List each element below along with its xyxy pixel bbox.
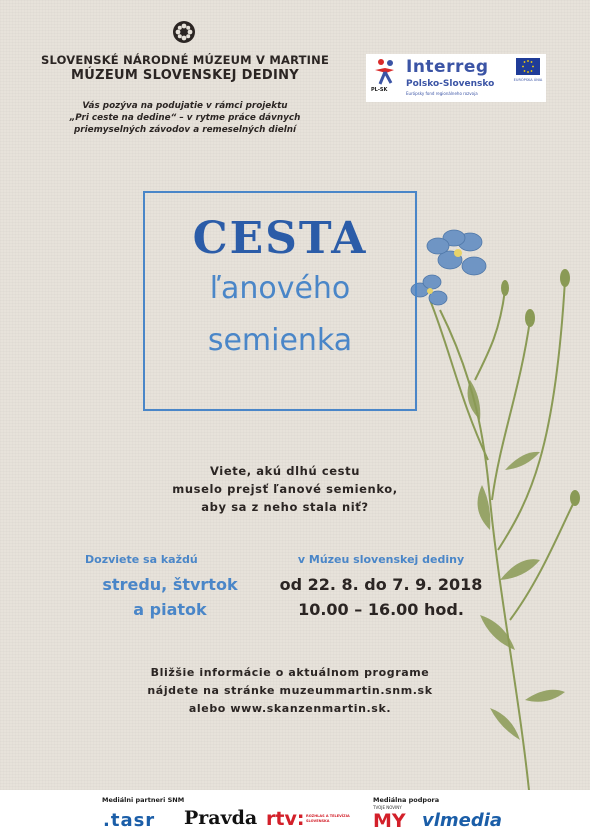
rtvs-subtitle: ROZHLAS A TELEVÍZIA SLOVENSKA bbox=[306, 814, 350, 823]
eu-flag-icon bbox=[516, 58, 540, 75]
footer-partners bbox=[0, 790, 590, 835]
info-line: alebo www.skanzenmartin.sk. bbox=[188, 702, 392, 715]
event-title: CESTA bbox=[192, 213, 368, 264]
my-logo: MY bbox=[373, 810, 406, 832]
question-line: muselo prejsť ľanové semienko, bbox=[172, 482, 398, 496]
venue: v Múzeu slovenskej dediny bbox=[297, 553, 465, 566]
info-line: Bližšie informácie o aktuálnom programe bbox=[150, 666, 430, 679]
event-subtitle-line2: semienka bbox=[207, 323, 353, 358]
eu-label: EURÓPSKA ÚNIA bbox=[513, 78, 543, 82]
rtvs-logo: rtv: bbox=[266, 808, 305, 830]
invitation-line: priemyselných závodov a remeselných dielní bbox=[73, 125, 296, 135]
event-hours: 10.00 – 16.00 hod. bbox=[298, 600, 464, 619]
days-line1: stredu, štvrtok bbox=[102, 575, 238, 594]
invitation-line: „Pri ceste na dedine“ – v rytme práce dávnych bbox=[69, 113, 301, 123]
plsk-figure-icon bbox=[372, 58, 398, 86]
title-frame bbox=[143, 191, 417, 411]
media-support-label: Mediálna podpora bbox=[373, 796, 440, 804]
learn-label: Dozviete sa každú bbox=[85, 553, 198, 566]
media-partners-label: Mediálni partneri SNM bbox=[102, 796, 185, 804]
my-subtitle: TVOJE NOVINY bbox=[373, 805, 402, 810]
museum-name: SLOVENSKÉ NÁRODNÉ MÚZEUM V MARTINE bbox=[40, 53, 330, 67]
museum-subname: MÚZEUM SLOVENSKEJ DEDINY bbox=[71, 68, 299, 83]
days-line2: a piatok bbox=[133, 600, 207, 619]
interreg-tagline: Európsky fond regionálneho rozvoja bbox=[406, 91, 478, 96]
event-dates: od 22. 8. do 7. 9. 2018 bbox=[279, 575, 483, 594]
museum-emblem-icon bbox=[172, 20, 196, 44]
question-line: Viete, akú dlhú cestu bbox=[209, 464, 360, 478]
vlmedia-logo: vlmedia bbox=[422, 810, 503, 831]
event-subtitle-line1: ľanového bbox=[209, 271, 351, 306]
invitation-line: Vás pozýva na podujatie v rámci projektu bbox=[82, 101, 288, 111]
question-line: aby sa z neho stala niť? bbox=[201, 500, 369, 514]
plsk-label: PL-SK bbox=[371, 87, 388, 93]
interreg-subtitle: Polsko-Slovensko bbox=[406, 79, 495, 89]
interreg-name: Interreg bbox=[406, 57, 489, 77]
pravda-logo: Pravda bbox=[184, 807, 258, 829]
interreg-logo bbox=[366, 54, 546, 102]
tasr-logo: .tasr bbox=[103, 810, 156, 831]
info-line: nájdete na stránke muzeummartin.snm.sk bbox=[147, 684, 433, 697]
